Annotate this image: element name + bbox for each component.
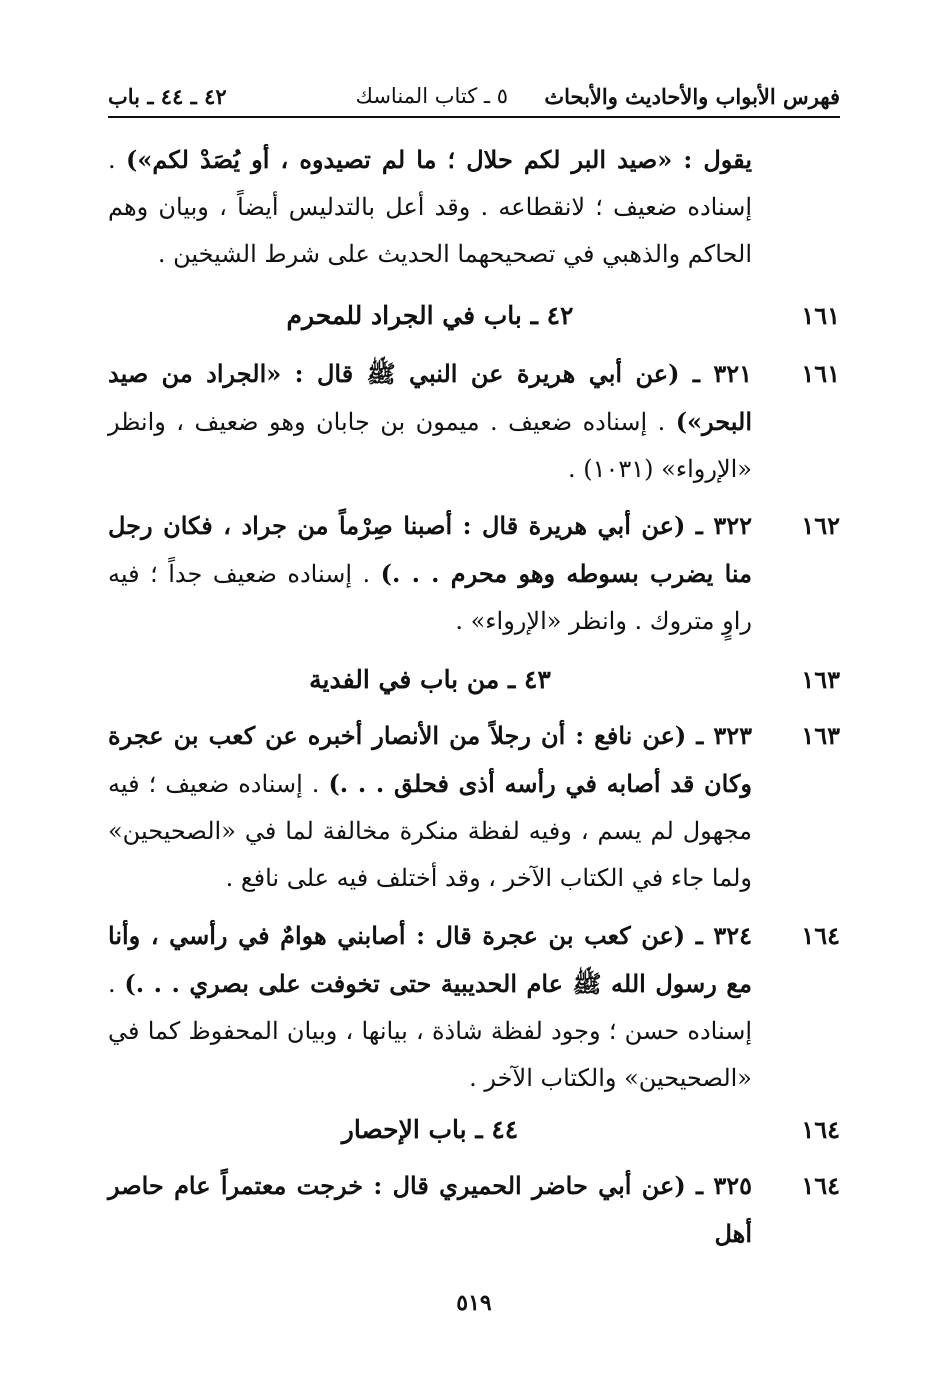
section-title: ٤٢ ـ باب في الجراد للمحرم [286, 301, 574, 330]
section-num: ١٦٣ [801, 665, 840, 694]
entry-num: ١٦٤ [801, 921, 840, 950]
entry-bold: ٣٢٣ ـ (عن نافع : أن رجلاً من الأنصار أخبره عن كعب بن عجرة وكان قد أصابه في رأسه أذى فحلق . . .) [108, 721, 753, 798]
page-number: ٥١٩ [456, 1290, 492, 1316]
entry-bold: ٣٢١ ـ (عن أبي هريرة عن النبي ﷺ قال : «الجراد من صيد البحر») [108, 359, 752, 436]
hadith-entry-324 [108, 912, 840, 1102]
intro-bold: يقول : «صيد البر لكم حلال ؛ ما لم تصيدوه ، أو يُصَدْ لكم») [126, 145, 752, 174]
entry-rest: . إسناده ضعيف . ميمون بن جابان وهو ضعيف ، وانظر «الإرواء» (١٠٣١) . [108, 408, 752, 483]
section-num: ١٦١ [801, 301, 840, 330]
intro-paragraph [108, 136, 840, 278]
hadith-entry-325 [108, 1162, 840, 1258]
entry-bold: ٣٢٢ ـ (عن أبي هريرة قال : أصبنا صِرْماً من جراد ، فكان رجل منا يضرب بسوطه وهو محرم . . .) [108, 511, 752, 588]
section-num: ١٦٤ [801, 1115, 840, 1144]
header-range: ٤٢ ـ ٤٤ ـ باب [108, 84, 227, 109]
entry-num: ١٦٣ [801, 721, 840, 750]
entry-num: ١٦٤ [801, 1171, 840, 1200]
hadith-entry-321 [108, 350, 840, 493]
entry-bold: ٣٢٥ ـ (عن أبي حاضر الحميري قال : خرجت معتمراً عام حاصر أهل [108, 1171, 752, 1248]
section-title: ٤٣ ـ من باب في الفدية [309, 665, 551, 694]
section-title: ٤٤ ـ باب الإحصار [341, 1115, 519, 1144]
entry-rest: . إسناده حسن ؛ وجود لفظة شاذة ، بيانها ، وبيان المحفوظ كما في «الصحيحين» والكتاب الآخر . [108, 970, 752, 1092]
header-book: ٥ ـ كتاب المناسك [355, 84, 508, 108]
hadith-entry-323 [108, 712, 840, 902]
intro-rest: . إسناده ضعيف ؛ لانقطاعه . وقد أعل بالتدليس أيضاً ، وبيان وهم الحاكم والذهبي في تصحيحهما الحديث على شرط الشيخين . [108, 146, 752, 268]
entry-rest: . إسناده ضعيف ؛ فيه مجهول لم يسم ، وفيه لفظة منكرة مخالفة لما في «الصحيحين» ولما جاء في الكتاب الآخر ، وقد أختلف فيه على نافع . [108, 770, 752, 892]
entry-rest: . إسناده ضعيف جداً ؛ فيه راوٍ متروك . وانظر «الإرواء» . [108, 560, 752, 635]
entry-num: ١٦١ [801, 359, 840, 388]
hadith-entry-322 [108, 502, 840, 645]
entry-num: ١٦٢ [801, 511, 840, 540]
header-title: فهرس الأبواب والأحاديث والأبحاث [544, 84, 840, 109]
entry-bold: ٣٢٤ ـ (عن كعب بن عجرة قال : أصابني هوامٌ في رأسي ، وأنا مع رسول الله ﷺ عام الحديبية حتى تخوفت على بصري . . .) [108, 921, 752, 998]
book-page [108, 0, 840, 1373]
running-header [108, 82, 840, 118]
